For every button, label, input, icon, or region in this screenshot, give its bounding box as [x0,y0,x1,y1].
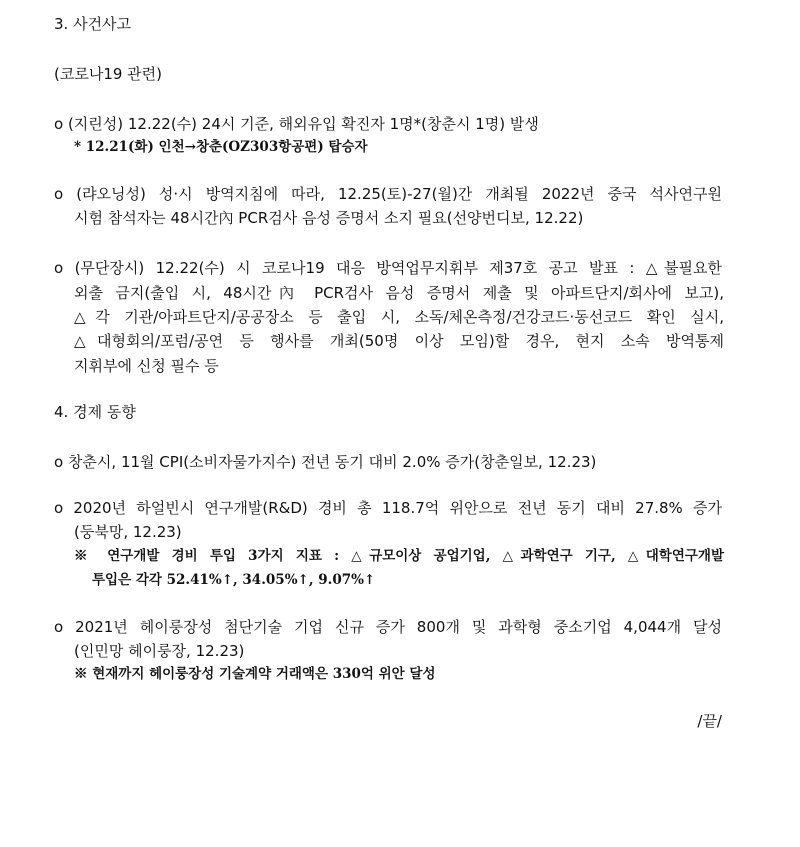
item-liaoning-line-1: o (랴오닝성) 성·시 방역지침에 따라, 12.25(토)-27(월)간 개최될 2022년 중국 석사연구원 [54,185,722,203]
item-changchun-cpi-line-1: o 창춘시, 11월 CPI(소비자물가지수) 전년 동기 대비 2.0% 증가(창춘일보, 12.23) [54,453,597,471]
section-3-subtitle: (코로나19 관련) [54,65,163,83]
item-mudanjiang-line-2: 외출 금지(출입 시, 48시간內 PCR검사 음성 증명서 제출 및 아파트단지/회사에 보고), [74,284,724,302]
item-liaoning-line-2: 시험 참석자는 48시간內 PCR검사 음성 증명서 소지 필요(선양번디보, 12.22) [74,209,584,227]
item-heilongjiang-tech-line-1: o 2021년 헤이룽장성 첨단기술 기업 신규 증가 800개 및 과학형 중소기업 4,044개 달성 [54,618,722,636]
item-mudanjiang-line-4: △대형회의/포럼/공연 등 행사를 개최(50명 이상 모임)할 경우, 현지 소속 방역통제 [74,332,724,350]
section-3-title: 3. 사건사고 [54,15,132,33]
item-jilin-line-1: o (지린성) 12.22(수) 24시 기준, 해외유입 확진자 1명*(창춘시 1명) 발생 [54,115,539,133]
end-mark: /끝/ [697,712,722,730]
item-mudanjiang-line-5: 지휘부에 신청 필수 등 [74,357,219,375]
item-heilongjiang-tech-note: ※ 현재까지 헤이룽장성 기술계약 거래액은 330억 위안 달성 [74,666,436,682]
section-4-title: 4. 경제 동향 [54,403,136,421]
item-jilin-note: * 12.21(화) 인천→창춘(OZ303항공편) 탑승자 [74,139,368,155]
item-mudanjiang-line-3: △각 기관/아파트단지/공공장소 등 출입 시, 소독/체온측정/건강코드·동선코드 확인 실시, [74,308,724,326]
item-heilongjiang-tech-line-2: (인민망 헤이룽장, 12.23) [74,642,245,660]
item-harbin-rd-line-2: (둥북망, 12.23) [74,523,182,541]
item-harbin-rd-line-1: o 2020년 하얼빈시 연구개발(R&D) 경비 총 118.7억 위안으로 전년 동기 대비 27.8% 증가 [54,499,722,517]
item-harbin-rd-note-2: 투입은 각각 52.41%↑, 34.05%↑, 9.07%↑ [92,572,376,588]
item-harbin-rd-note-1: ※ 연구개발 경비 투입 3가지 지표 : △규모이상 공업기업, △과학연구 기구, △대학연구개발 [74,548,724,564]
item-mudanjiang-line-1: o (무단장시) 12.22(수) 시 코로나19 대응 방역업무지휘부 제37호 공고 발표 : △불필요한 [54,259,722,277]
